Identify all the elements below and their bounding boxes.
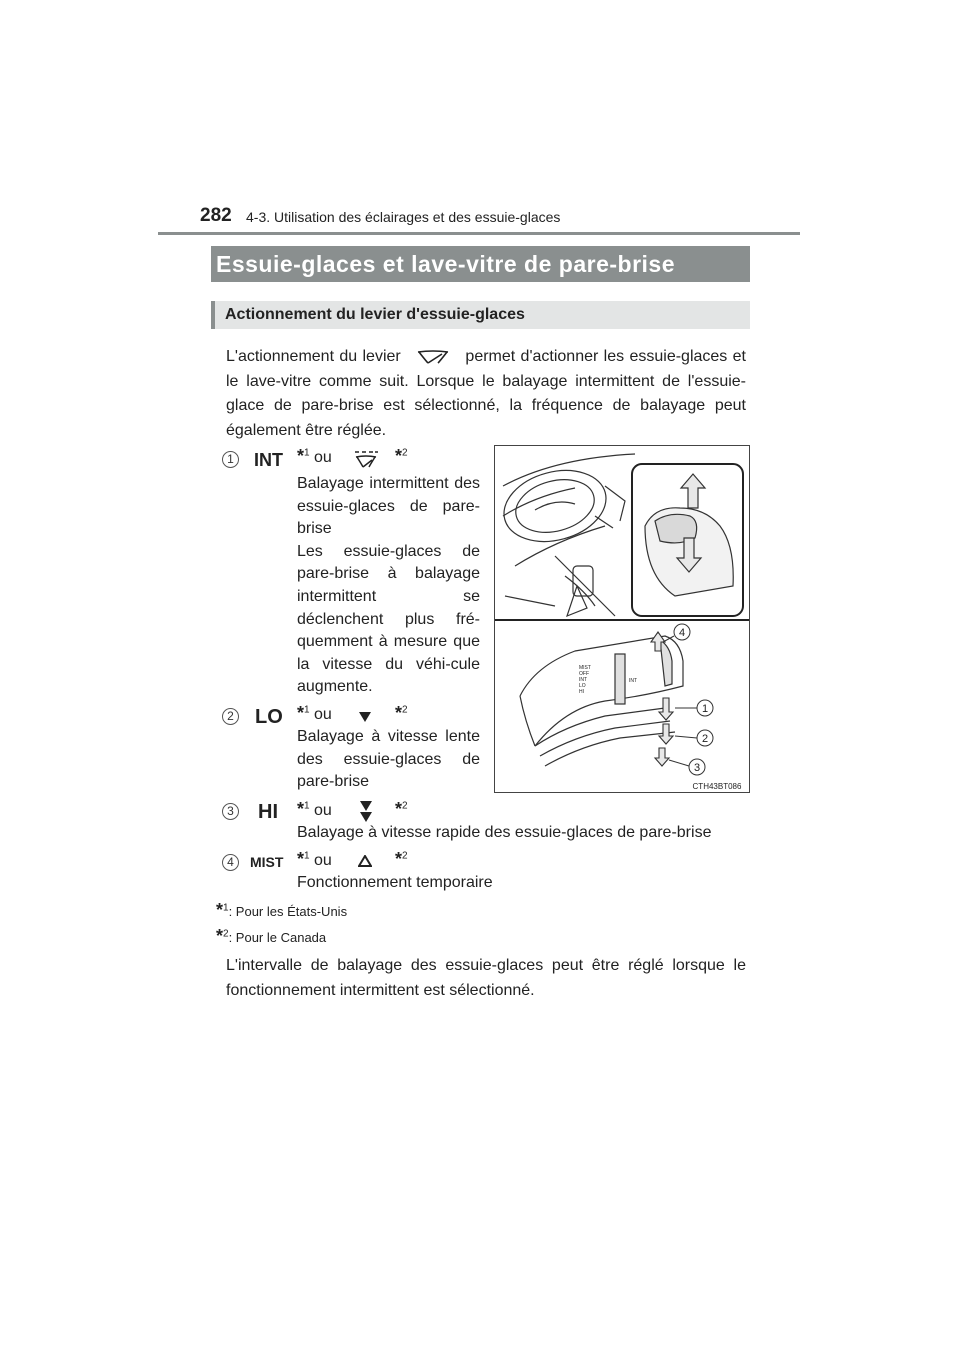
arrow-down-icon xyxy=(655,748,669,766)
ou-text: ou xyxy=(314,449,332,466)
page-number: 282 xyxy=(200,205,232,226)
item-2-variants xyxy=(297,703,332,724)
footnote-ref: 2 xyxy=(402,704,408,716)
callout-leader xyxy=(675,736,697,738)
hi-symbol: HI xyxy=(258,801,278,823)
footnote-ref: 1 xyxy=(304,704,310,716)
ou-text: ou xyxy=(314,852,332,869)
callout-1: 1 xyxy=(701,703,709,715)
footnote-ref: 1 xyxy=(223,902,229,914)
footnote-mark: * xyxy=(216,900,224,920)
callout-leader xyxy=(669,760,689,766)
hi-double-triangle-icon xyxy=(359,800,373,824)
intro-paragraph xyxy=(226,345,746,443)
item-2-canada-mark xyxy=(395,703,408,724)
item-number-1: 1 xyxy=(222,451,239,468)
item-3-variants xyxy=(297,799,332,820)
item-number-3: 3 xyxy=(222,803,239,820)
dashboard-drawing xyxy=(496,454,635,616)
wiper-lever-illustration xyxy=(494,445,750,793)
footnote-mark: * xyxy=(216,926,224,946)
page-title: Essuie-glaces et lave-vitre de pare-brise xyxy=(211,246,750,282)
footnote-ref: 1 xyxy=(304,447,310,459)
item-2-description: Balayage à vitesse lente des essuie-glaces de pare-brise xyxy=(297,728,480,791)
item-1-description xyxy=(297,473,480,699)
item-1-canada-mark xyxy=(395,446,408,467)
item-number-4: 4 xyxy=(222,854,239,871)
lever-drawing xyxy=(520,636,683,766)
intro-text-start: L'actionnement du levier xyxy=(226,348,401,365)
item-3-description: Balayage à vitesse rapide des essuie-glaces de pare-brise xyxy=(297,824,712,841)
illustration-svg xyxy=(495,446,749,792)
lever-label: LO xyxy=(579,683,586,689)
footnote-ref: 2 xyxy=(402,800,408,812)
footnote-text: : Pour le Canada xyxy=(228,930,327,945)
wiper-int-icon xyxy=(352,450,380,470)
item-1-desc: Balayage intermittent des essuie-glaces de pare-brise xyxy=(297,475,480,538)
footnote-2 xyxy=(216,926,326,947)
lever-label: INT xyxy=(579,677,588,683)
footnote-mark: * xyxy=(395,849,403,869)
callout-2: 2 xyxy=(701,733,709,745)
footnote-ref: 2 xyxy=(223,928,229,940)
item-1-desc-detail: Les essuie-glaces de pare-brise à balayage intermittent se déclenchent plus fré-quemment à mesure que la vitesse du véhi-cule augmente. xyxy=(297,542,480,696)
footnote-text: : Pour les États-Unis xyxy=(228,904,348,919)
intro-text-end: permet d'actionner les essuie-glaces et le lave-vitre comme suit. Lorsque le balayage intermittent de l'essuie-glace de pare-brise est sélectionné, la fréquence de balayage peut également être réglée. xyxy=(226,348,746,439)
item-4-description: Fonctionnement temporaire xyxy=(297,874,493,891)
footnote-mark: * xyxy=(395,446,403,466)
footnote-1 xyxy=(216,900,347,921)
item-4-canada-mark xyxy=(395,849,408,870)
ou-text: ou xyxy=(314,802,332,819)
footnote-ref: 2 xyxy=(402,447,408,459)
footnote-mark: * xyxy=(395,703,403,723)
figure-code: CTH43BT086 xyxy=(692,782,742,791)
mist-symbol: MIST xyxy=(250,854,284,870)
footnote-mark: * xyxy=(395,799,403,819)
footnote-ref: 1 xyxy=(304,800,310,812)
item-number-2: 2 xyxy=(222,708,239,725)
closing-paragraph: L'intervalle de balayage des essuie-glaces peut être réglé lorsque le fonctionnement intermittent est sélectionné. xyxy=(226,957,746,999)
lo-triangle-icon xyxy=(358,711,372,723)
item-3-canada-mark xyxy=(395,799,408,820)
lever-label: MIST xyxy=(579,665,591,671)
int-symbol: INT xyxy=(254,450,283,470)
lever-labels xyxy=(579,665,637,695)
footnote-ref: 2 xyxy=(402,850,408,862)
footnote-mark: * xyxy=(297,703,305,723)
lever-label: OFF xyxy=(579,671,589,677)
header-rule xyxy=(158,232,800,235)
mist-triangle-icon xyxy=(358,855,372,867)
footnote-mark: * xyxy=(297,446,305,466)
item-4-variants xyxy=(297,849,332,870)
running-header: 4-3. Utilisation des éclairages et des essuie-glaces xyxy=(246,209,561,225)
ou-text: ou xyxy=(314,706,332,723)
footnote-ref: 1 xyxy=(304,850,310,862)
footnote-mark: * xyxy=(297,849,305,869)
section-subtitle: Actionnement du levier d'essuie-glaces xyxy=(211,301,750,329)
footnote-mark: * xyxy=(297,799,305,819)
callout-3: 3 xyxy=(693,762,701,774)
item-1-variants xyxy=(297,446,332,467)
wiper-icon xyxy=(406,349,460,365)
callout-4: 4 xyxy=(678,627,686,639)
lo-symbol: LO xyxy=(255,706,283,728)
lever-label: INT xyxy=(629,678,638,684)
lever-label: HI xyxy=(579,689,584,695)
